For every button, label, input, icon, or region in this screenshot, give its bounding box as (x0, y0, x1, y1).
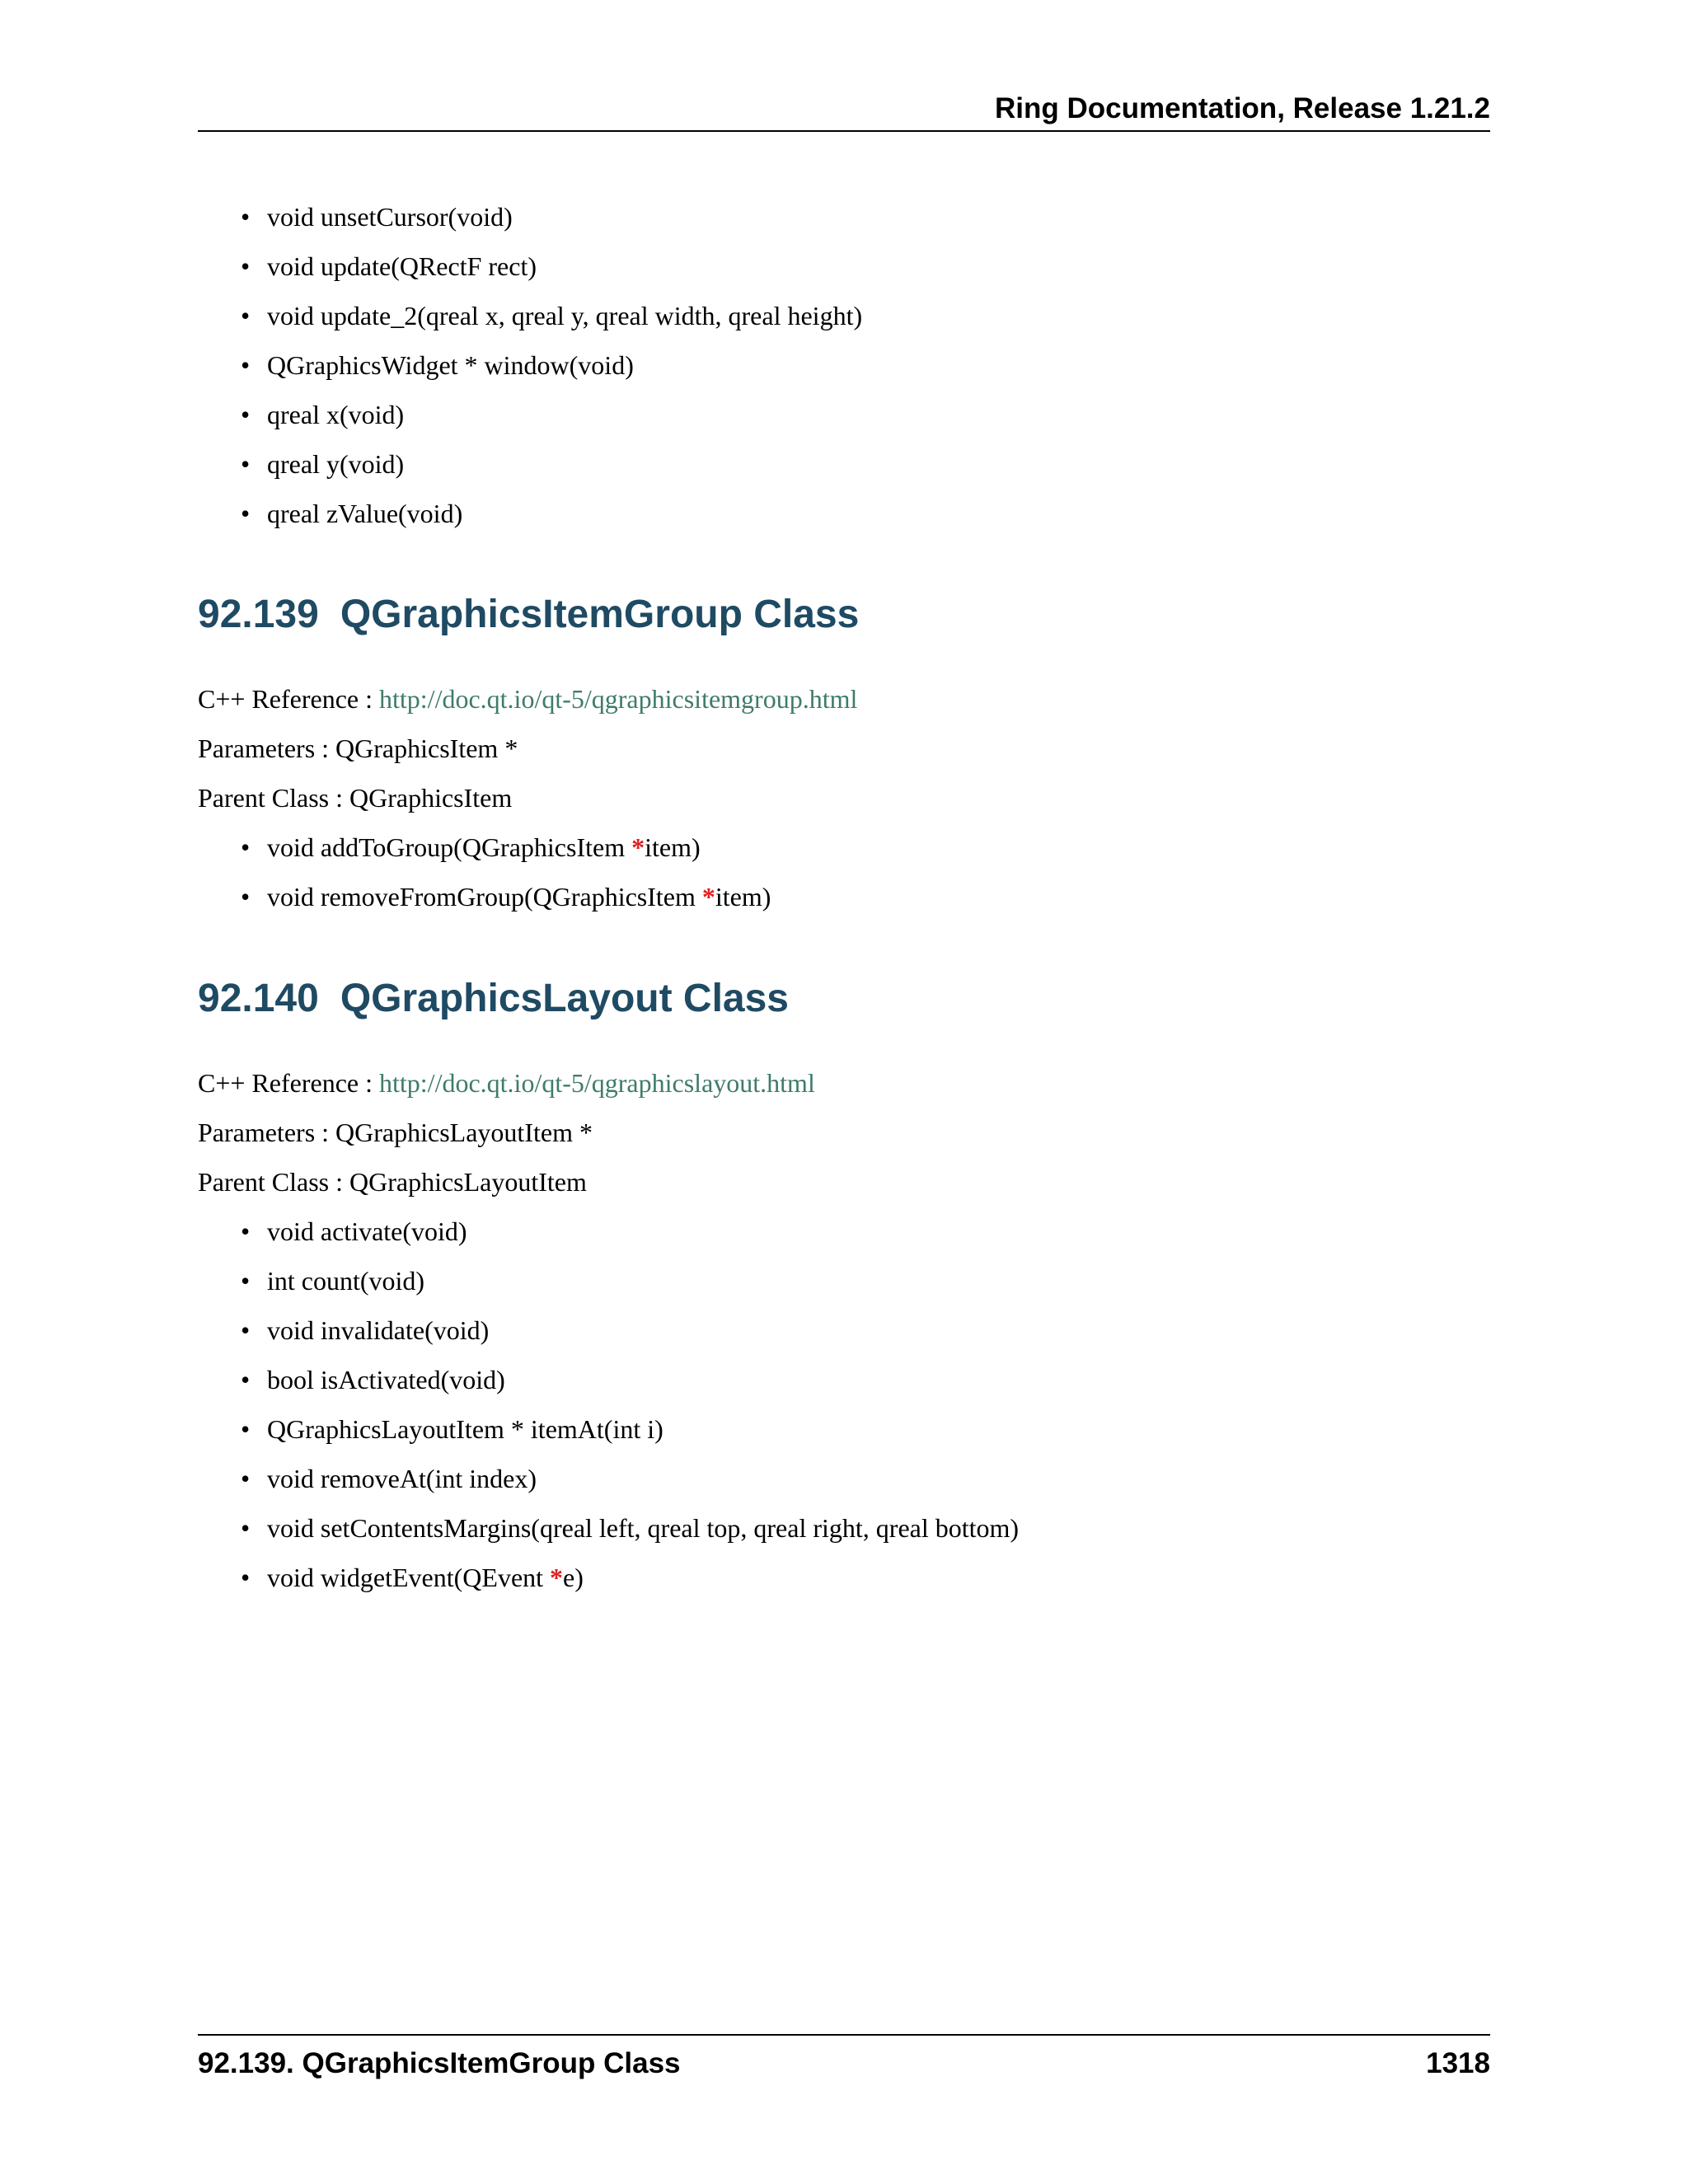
list-item: • void update_2(qreal x, qreal y, qreal width, qreal height) (198, 291, 1490, 340)
page-footer (198, 2034, 1490, 2085)
cpp-reference-line (198, 1058, 815, 1108)
parent-class-value: QGraphicsLayoutItem (349, 1167, 587, 1197)
section-title: QGraphicsLayout Class (340, 977, 789, 1020)
footer-section-title: 92.139. QGraphicsItemGroup Class (198, 2047, 681, 2079)
pointer-star: * (701, 882, 715, 912)
list-item: • qreal y(void) (198, 439, 1490, 489)
reference-label: C++ Reference : (198, 684, 373, 714)
list-item: • void setContentsMargins(qreal left, qreal top, qreal right, qreal bottom) (198, 1503, 1490, 1553)
parameters-line (198, 724, 518, 773)
list-item (198, 872, 1490, 921)
parent-class-label: Parent Class : (198, 1167, 343, 1197)
parameters-value: QGraphicsItem * (335, 733, 518, 763)
list-item: • QGraphicsWidget * window(void) (198, 340, 1490, 390)
method-text: void removeFromGroup(QGraphicsItem (267, 882, 702, 912)
list-item: • void update(QRectF rect) (198, 241, 1490, 291)
list-item: • qreal zValue(void) (198, 489, 1490, 538)
method-list-continued (198, 192, 1490, 538)
method-text: void widgetEvent(QEvent (267, 1563, 551, 1592)
method-text: item) (715, 882, 771, 912)
method-text: e) (563, 1563, 584, 1592)
list-item: • void invalidate(void) (198, 1305, 1490, 1355)
parameters-label: Parameters : (198, 1118, 330, 1147)
method-text: void addToGroup(QGraphicsItem (267, 832, 632, 862)
parent-class-line (198, 773, 512, 823)
page-header (198, 92, 1490, 132)
list-item: • QGraphicsLayoutItem * itemAt(int i) (198, 1404, 1490, 1454)
section-number: 92.140 (198, 977, 319, 1020)
method-text: item) (645, 832, 701, 862)
parent-class-label: Parent Class : (198, 783, 343, 813)
parameters-label: Parameters : (198, 733, 330, 763)
reference-label: C++ Reference : (198, 1068, 373, 1098)
header-title: Ring Documentation, Release 1.21.2 (994, 92, 1490, 124)
list-item: • int count(void) (198, 1256, 1490, 1305)
section-number: 92.139 (198, 593, 319, 636)
list-item (198, 823, 1490, 872)
reference-link[interactable]: http://doc.qt.io/qt-5/qgraphicslayout.html (379, 1068, 815, 1098)
pointer-star: * (550, 1563, 564, 1592)
list-item (198, 1553, 1490, 1602)
page-number: 1318 (1426, 2047, 1490, 2079)
section-heading-qgraphicslayout (198, 974, 789, 1024)
document-page (198, 0, 1490, 2184)
parent-class-line (198, 1157, 587, 1207)
cpp-reference-line (198, 674, 857, 724)
method-list-qgraphicslayout (198, 1207, 1490, 1602)
list-item: • void unsetCursor(void) (198, 192, 1490, 241)
list-item: • bool isActivated(void) (198, 1355, 1490, 1404)
section-title: QGraphicsItemGroup Class (340, 593, 860, 636)
list-item: • void activate(void) (198, 1207, 1490, 1256)
parent-class-value: QGraphicsItem (349, 783, 513, 813)
parameters-value: QGraphicsLayoutItem * (335, 1118, 593, 1147)
method-list-qgraphicsitemgroup (198, 823, 1490, 921)
reference-link[interactable]: http://doc.qt.io/qt-5/qgraphicsitemgroup.html (379, 684, 858, 714)
pointer-star: * (631, 832, 645, 862)
parameters-line (198, 1108, 593, 1157)
list-item: • void removeAt(int index) (198, 1454, 1490, 1503)
section-heading-qgraphicsitemgroup (198, 590, 859, 640)
list-item: • qreal x(void) (198, 390, 1490, 439)
